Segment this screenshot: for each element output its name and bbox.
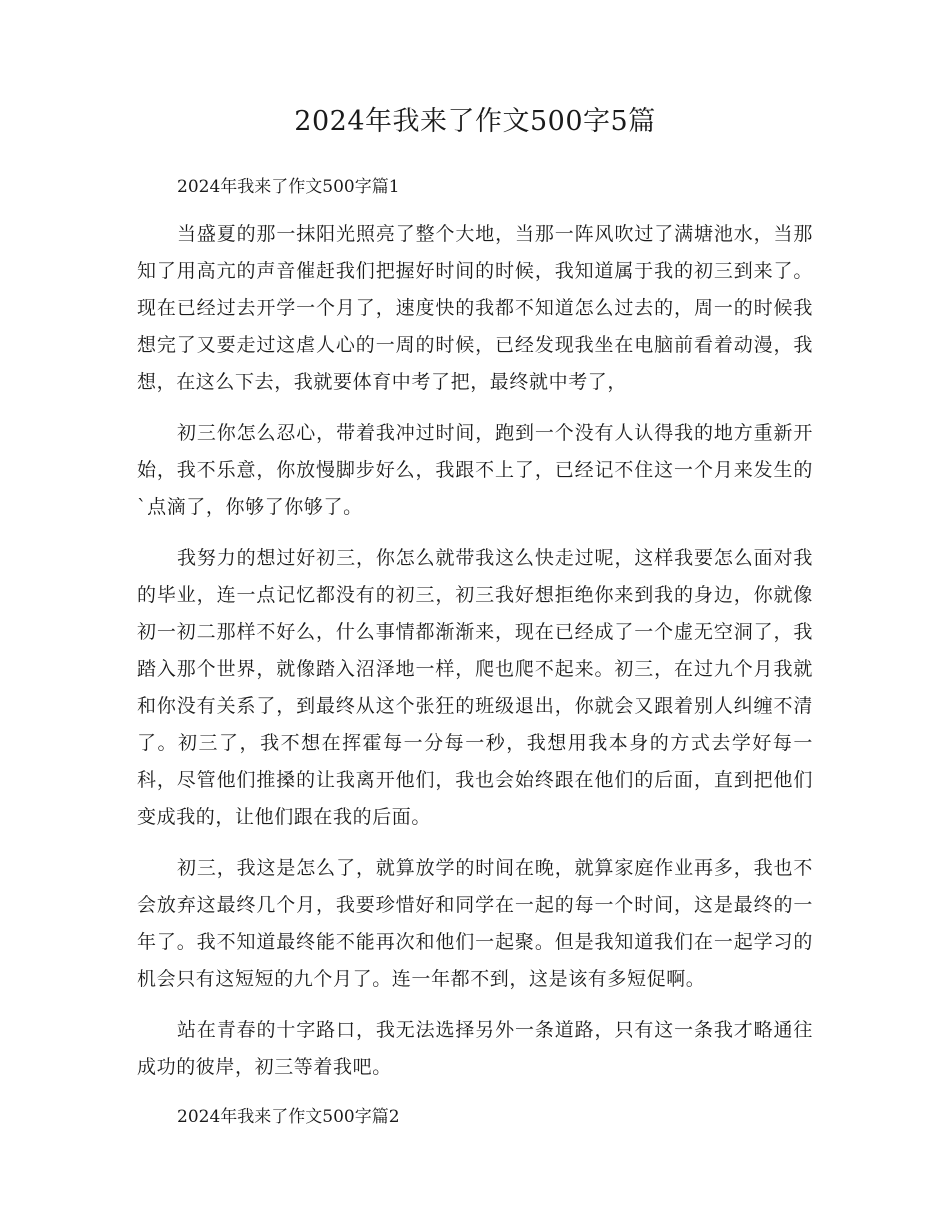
section-heading: 2024年我来了作文500字篇2	[177, 1107, 400, 1127]
document-title: 2024年我来了作文500字5篇	[294, 106, 656, 137]
paragraph: 站在青春的十字路口，我无法选择另外一条道路，只有这一条我才略通往成功的彼岸，初三等着我吧。	[137, 1019, 813, 1078]
paragraph: 初三你怎么忍心，带着我冲过时间，跑到一个没有人认得我的地方重新开始，我不乐意，你放慢脚步好么，我跟不上了，已经记不住这一个月来发生的`点滴了，你够了你够了。	[137, 422, 813, 518]
paragraph: 我努力的想过好初三，你怎么就带我这么快走过呢，这样我要怎么面对我的毕业，连一点记忆都没有的初三，初三我好想拒绝你来到我的身边，你就像初一初二那样不好么，什么事情都渐渐来，现在已经成了一个虚无空洞了，我踏入那个世界，就像踏入沼泽地一样，爬也爬不起来。初三，在过九个月我就和你没有关系了，到最终从这个张狂的班级退出，你就会又跟着别人纠缠不清了。初三了，我不想在挥霍每一分每一秒，我想用我本身的方式去学好每一科，尽管他们推搡的让我离开他们，我也会始终跟在他们的后面，直到把他们变成我的，让他们跟在我的后面。	[137, 547, 813, 828]
paragraph: 当盛夏的那一抹阳光照亮了整个大地，当那一阵风吹过了满塘池水，当那知了用高亢的声音催赶我们把握好时间的时候，我知道属于我的初三到来了。现在已经过去开学一个月了，速度快的我都不知道怎么过去的，周一的时候我想完了又要走过这虐人心的一周的时候，已经发现我坐在电脑前看着动漫，我想，在这么下去，我就要体育中考了把，最终就中考了，	[137, 223, 813, 393]
essay-section-2	[137, 1100, 813, 1134]
essay-section-1	[137, 170, 813, 1086]
section-heading: 2024年我来了作文500字篇1	[177, 177, 400, 197]
paragraph: 初三，我这是怎么了，就算放学的时间在晚，就算家庭作业再多，我也不会放弃这最终几个月，我要珍惜好和同学在一起的每一个时间，这是最终的一年了。我不知道最终能不能再次和他们一起聚。但是我知道我们在一起学习的机会只有这短短的九个月了。连一年都不到，这是该有多短促啊。	[137, 857, 813, 990]
